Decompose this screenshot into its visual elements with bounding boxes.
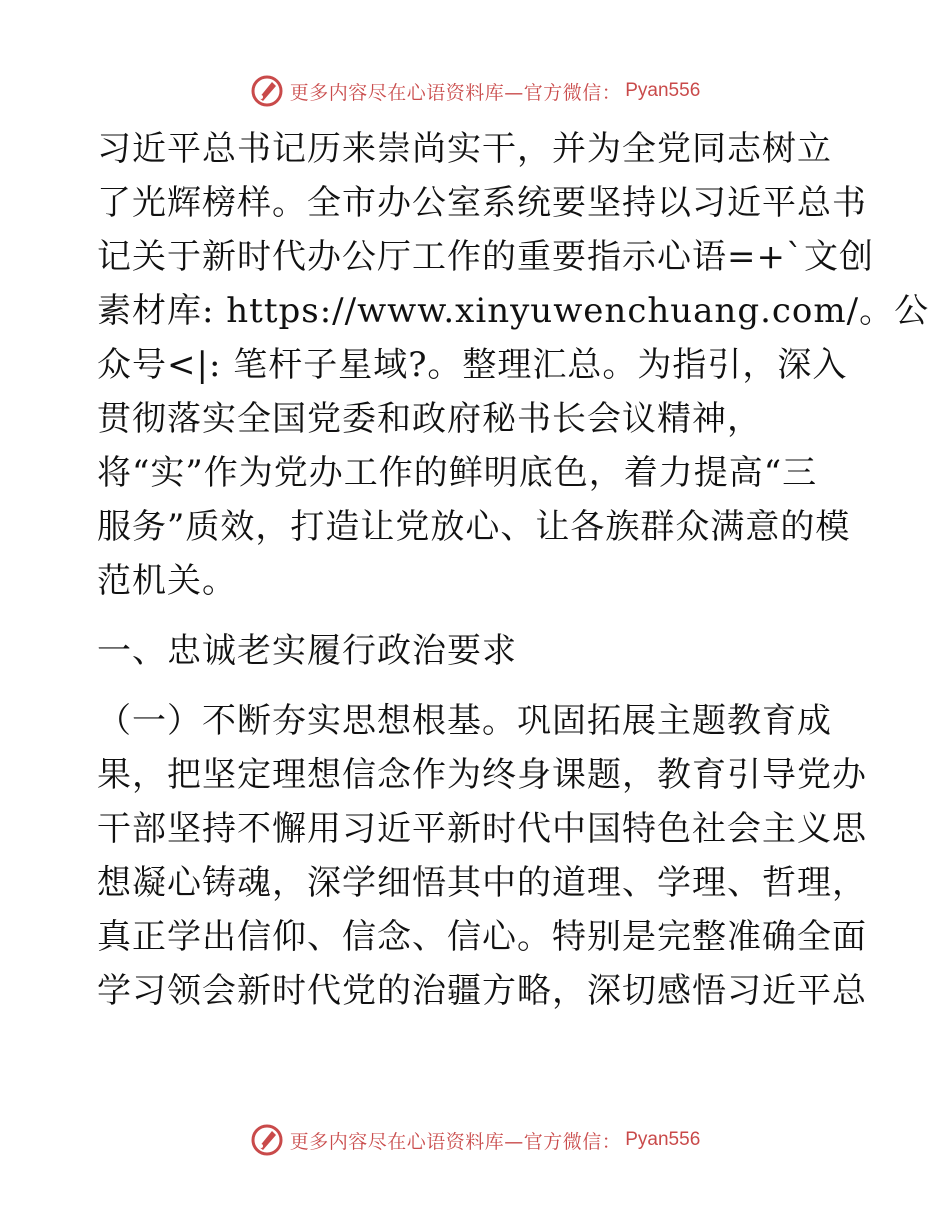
text-line: 贯彻落实全国党委和政府秘书长会议精神， xyxy=(97,399,762,439)
text-line: 服务”质效，打造让党放心、让各族群众满意的模 xyxy=(97,507,851,547)
watermark-text: 更多内容尽在心语资料库—官方微信： xyxy=(289,81,622,104)
header-watermark xyxy=(0,71,950,111)
text-line: 素材库: https://www.xinyuwenchuang.com/。公 xyxy=(97,291,930,331)
pen-logo-icon xyxy=(250,74,284,108)
footer-watermark xyxy=(0,1120,950,1160)
document-body xyxy=(97,122,930,1018)
intro-paragraph xyxy=(97,122,930,608)
section-paragraph xyxy=(97,694,867,1018)
text-line: 习近平总书记历来崇尚实干，并为全党同志树立 xyxy=(97,129,832,169)
watermark-text: 更多内容尽在心语资料库—官方微信： xyxy=(289,1130,622,1153)
text-line: 果，把坚定理想信念作为终身课题，教育引导党办 xyxy=(97,755,867,795)
text-line: 干部坚持不懈用习近平新时代中国特色社会主义思 xyxy=(97,809,867,849)
text-line: 想凝心铸魂，深学细悟其中的道理、学理、哲理， xyxy=(97,863,867,903)
text-line: （一）不断夯实思想根基。巩固拓展主题教育成 xyxy=(97,701,832,741)
text-line: 范机关。 xyxy=(97,561,237,601)
text-line: 真正学出信仰、信念、信心。特别是完整准确全面 xyxy=(97,917,867,957)
watermark-id: Pyan556 xyxy=(625,1129,701,1150)
text-line: 将“实”作为党办工作的鲜明底色，着力提高“三 xyxy=(97,453,818,493)
watermark-id: Pyan556 xyxy=(625,80,701,101)
text-line: 学习领会新时代党的治疆方略，深切感悟习近平总 xyxy=(97,971,867,1011)
pen-logo-icon xyxy=(250,1123,284,1157)
text-line: 了光辉榜样。全市办公室系统要坚持以习近平总书 xyxy=(97,183,867,223)
text-line: 众号<|: 笔杆子星域?。整理汇总。为指引，深入 xyxy=(97,345,848,385)
text-line: 记关于新时代办公厅工作的重要指示心语=+`文创 xyxy=(97,237,874,277)
section-heading: 一、忠诚老实履行政治要求 xyxy=(97,631,517,671)
